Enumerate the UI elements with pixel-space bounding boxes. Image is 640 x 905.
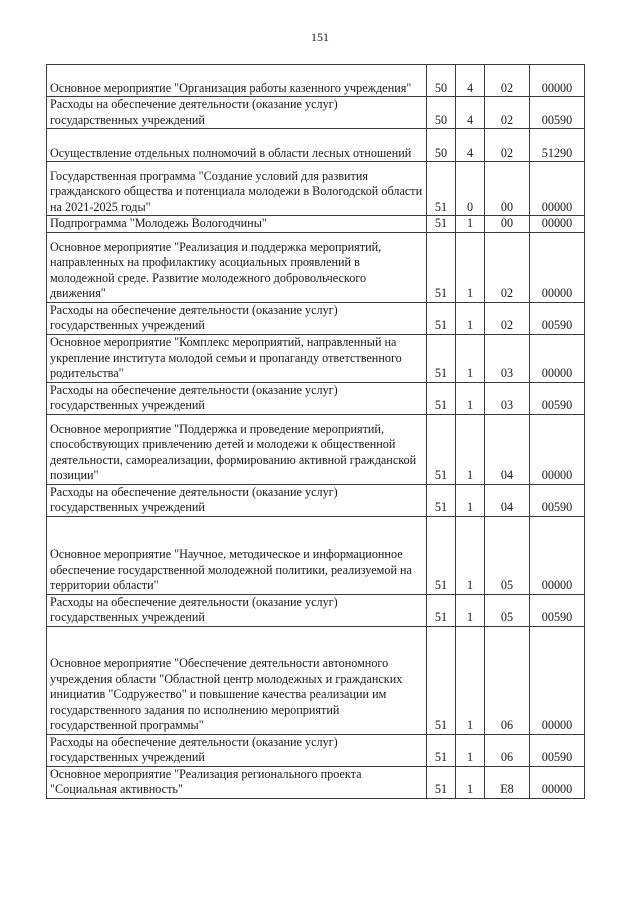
subprogram-code-cell: 1 [456, 734, 485, 766]
table-row [47, 414, 585, 484]
program-code-cell: 51 [427, 626, 456, 734]
expense-direction-code-cell: 00590 [530, 594, 585, 626]
expense-direction-code-cell: 00590 [530, 302, 585, 334]
expense-direction-code-cell: 00000 [530, 65, 585, 97]
program-code-cell: 51 [427, 162, 456, 216]
expense-direction-code-cell: 00590 [530, 734, 585, 766]
subprogram-code-cell: 1 [456, 766, 485, 798]
subprogram-code-cell: 1 [456, 232, 485, 302]
expense-name-cell: Основное мероприятие "Поддержка и проведение мероприятий, способствующих привлечению детей и молодежи к общественной деятельности, самореализации, формированию активной гражданской позиции" [47, 414, 427, 484]
subprogram-code-cell: 0 [456, 162, 485, 216]
budget-classification-table [46, 64, 585, 799]
expense-name-cell: Государственная программа "Создание условий для развития гражданского общества и потенциала молодежи в Вологодской области на 2021-2025 годы" [47, 162, 427, 216]
program-code-cell: 51 [427, 484, 456, 516]
table-row [47, 594, 585, 626]
table-row [47, 129, 585, 162]
main-activity-code-cell: Е8 [485, 766, 530, 798]
subprogram-code-cell: 1 [456, 414, 485, 484]
expense-name-cell: Основное мероприятие "Реализация регионального проекта "Социальная активность" [47, 766, 427, 798]
expense-name-cell: Расходы на обеспечение деятельности (оказание услуг) государственных учреждений [47, 734, 427, 766]
program-code-cell: 51 [427, 232, 456, 302]
program-code-cell: 50 [427, 97, 456, 129]
table-row [47, 484, 585, 516]
expense-name-cell: Расходы на обеспечение деятельности (оказание услуг) государственных учреждений [47, 594, 427, 626]
subprogram-code-cell: 1 [456, 334, 485, 382]
subprogram-code-cell: 4 [456, 65, 485, 97]
main-activity-code-cell: 06 [485, 734, 530, 766]
main-activity-code-cell: 05 [485, 516, 530, 594]
main-activity-code-cell: 02 [485, 232, 530, 302]
main-activity-code-cell: 00 [485, 216, 530, 233]
program-code-cell: 50 [427, 65, 456, 97]
subprogram-code-cell: 4 [456, 97, 485, 129]
program-code-cell: 51 [427, 216, 456, 233]
expense-direction-code-cell: 51290 [530, 129, 585, 162]
expense-name-cell: Расходы на обеспечение деятельности (оказание услуг) государственных учреждений [47, 484, 427, 516]
expense-direction-code-cell: 00590 [530, 484, 585, 516]
subprogram-code-cell: 1 [456, 302, 485, 334]
expense-name-cell: Расходы на обеспечение деятельности (оказание услуг) государственных учреждений [47, 97, 427, 129]
page-number: 151 [311, 30, 329, 44]
expense-direction-code-cell: 00000 [530, 216, 585, 233]
main-activity-code-cell: 03 [485, 334, 530, 382]
program-code-cell: 51 [427, 734, 456, 766]
subprogram-code-cell: 1 [456, 516, 485, 594]
main-activity-code-cell: 06 [485, 626, 530, 734]
table-body [47, 65, 585, 799]
expense-direction-code-cell: 00000 [530, 232, 585, 302]
table-row [47, 516, 585, 594]
table-row [47, 766, 585, 798]
main-activity-code-cell: 03 [485, 382, 530, 414]
main-activity-code-cell: 04 [485, 414, 530, 484]
table-row [47, 302, 585, 334]
program-code-cell: 51 [427, 594, 456, 626]
main-activity-code-cell: 02 [485, 65, 530, 97]
subprogram-code-cell: 1 [456, 594, 485, 626]
main-activity-code-cell: 04 [485, 484, 530, 516]
expense-direction-code-cell: 00590 [530, 97, 585, 129]
subprogram-code-cell: 4 [456, 129, 485, 162]
main-activity-code-cell: 05 [485, 594, 530, 626]
main-activity-code-cell: 02 [485, 302, 530, 334]
expense-name-cell: Расходы на обеспечение деятельности (оказание услуг) государственных учреждений [47, 302, 427, 334]
subprogram-code-cell: 1 [456, 382, 485, 414]
table-row [47, 626, 585, 734]
subprogram-code-cell: 1 [456, 626, 485, 734]
expense-name-cell: Расходы на обеспечение деятельности (оказание услуг) государственных учреждений [47, 382, 427, 414]
expense-direction-code-cell: 00000 [530, 414, 585, 484]
program-code-cell: 51 [427, 766, 456, 798]
expense-name-cell: Основное мероприятие "Научное, методическое и информационное обеспечение государственной молодежной политики, реализуемой на территории области" [47, 516, 427, 594]
expense-direction-code-cell: 00000 [530, 162, 585, 216]
expense-direction-code-cell: 00000 [530, 626, 585, 734]
table-row [47, 97, 585, 129]
program-code-cell: 51 [427, 302, 456, 334]
expense-direction-code-cell: 00000 [530, 334, 585, 382]
expense-name-cell: Осуществление отдельных полномочий в области лесных отношений [47, 129, 427, 162]
expense-name-cell: Подпрограмма "Молодежь Вологодчины" [47, 216, 427, 233]
table-row [47, 382, 585, 414]
table-row [47, 734, 585, 766]
expense-name-cell: Основное мероприятие "Организация работы казенного учреждения" [47, 65, 427, 97]
expense-name-cell: Основное мероприятие "Комплекс мероприятий, направленный на укрепление института молодой семьи и пропаганду ответственного родительства" [47, 334, 427, 382]
table-row [47, 162, 585, 216]
program-code-cell: 51 [427, 382, 456, 414]
expense-direction-code-cell: 00000 [530, 766, 585, 798]
expense-name-cell: Основное мероприятие "Обеспечение деятельности автономного учреждения области "Областной центр молодежных и гражданских инициатив "Содружество" и повышение качества реализации им государственного задания по исполнению мероприятий государственной программы" [47, 626, 427, 734]
table-row [47, 216, 585, 233]
main-activity-code-cell: 00 [485, 162, 530, 216]
expense-direction-code-cell: 00590 [530, 382, 585, 414]
program-code-cell: 51 [427, 516, 456, 594]
program-code-cell: 50 [427, 129, 456, 162]
table-row [47, 334, 585, 382]
expense-direction-code-cell: 00000 [530, 516, 585, 594]
expense-name-cell: Основное мероприятие "Реализация и поддержка мероприятий, направленных на профилактику асоциальных проявлений в молодежной среде. Развитие молодежного добровольческого движения" [47, 232, 427, 302]
table-row [47, 65, 585, 97]
main-activity-code-cell: 02 [485, 129, 530, 162]
program-code-cell: 51 [427, 414, 456, 484]
subprogram-code-cell: 1 [456, 484, 485, 516]
subprogram-code-cell: 1 [456, 216, 485, 233]
main-activity-code-cell: 02 [485, 97, 530, 129]
table-row [47, 232, 585, 302]
program-code-cell: 51 [427, 334, 456, 382]
